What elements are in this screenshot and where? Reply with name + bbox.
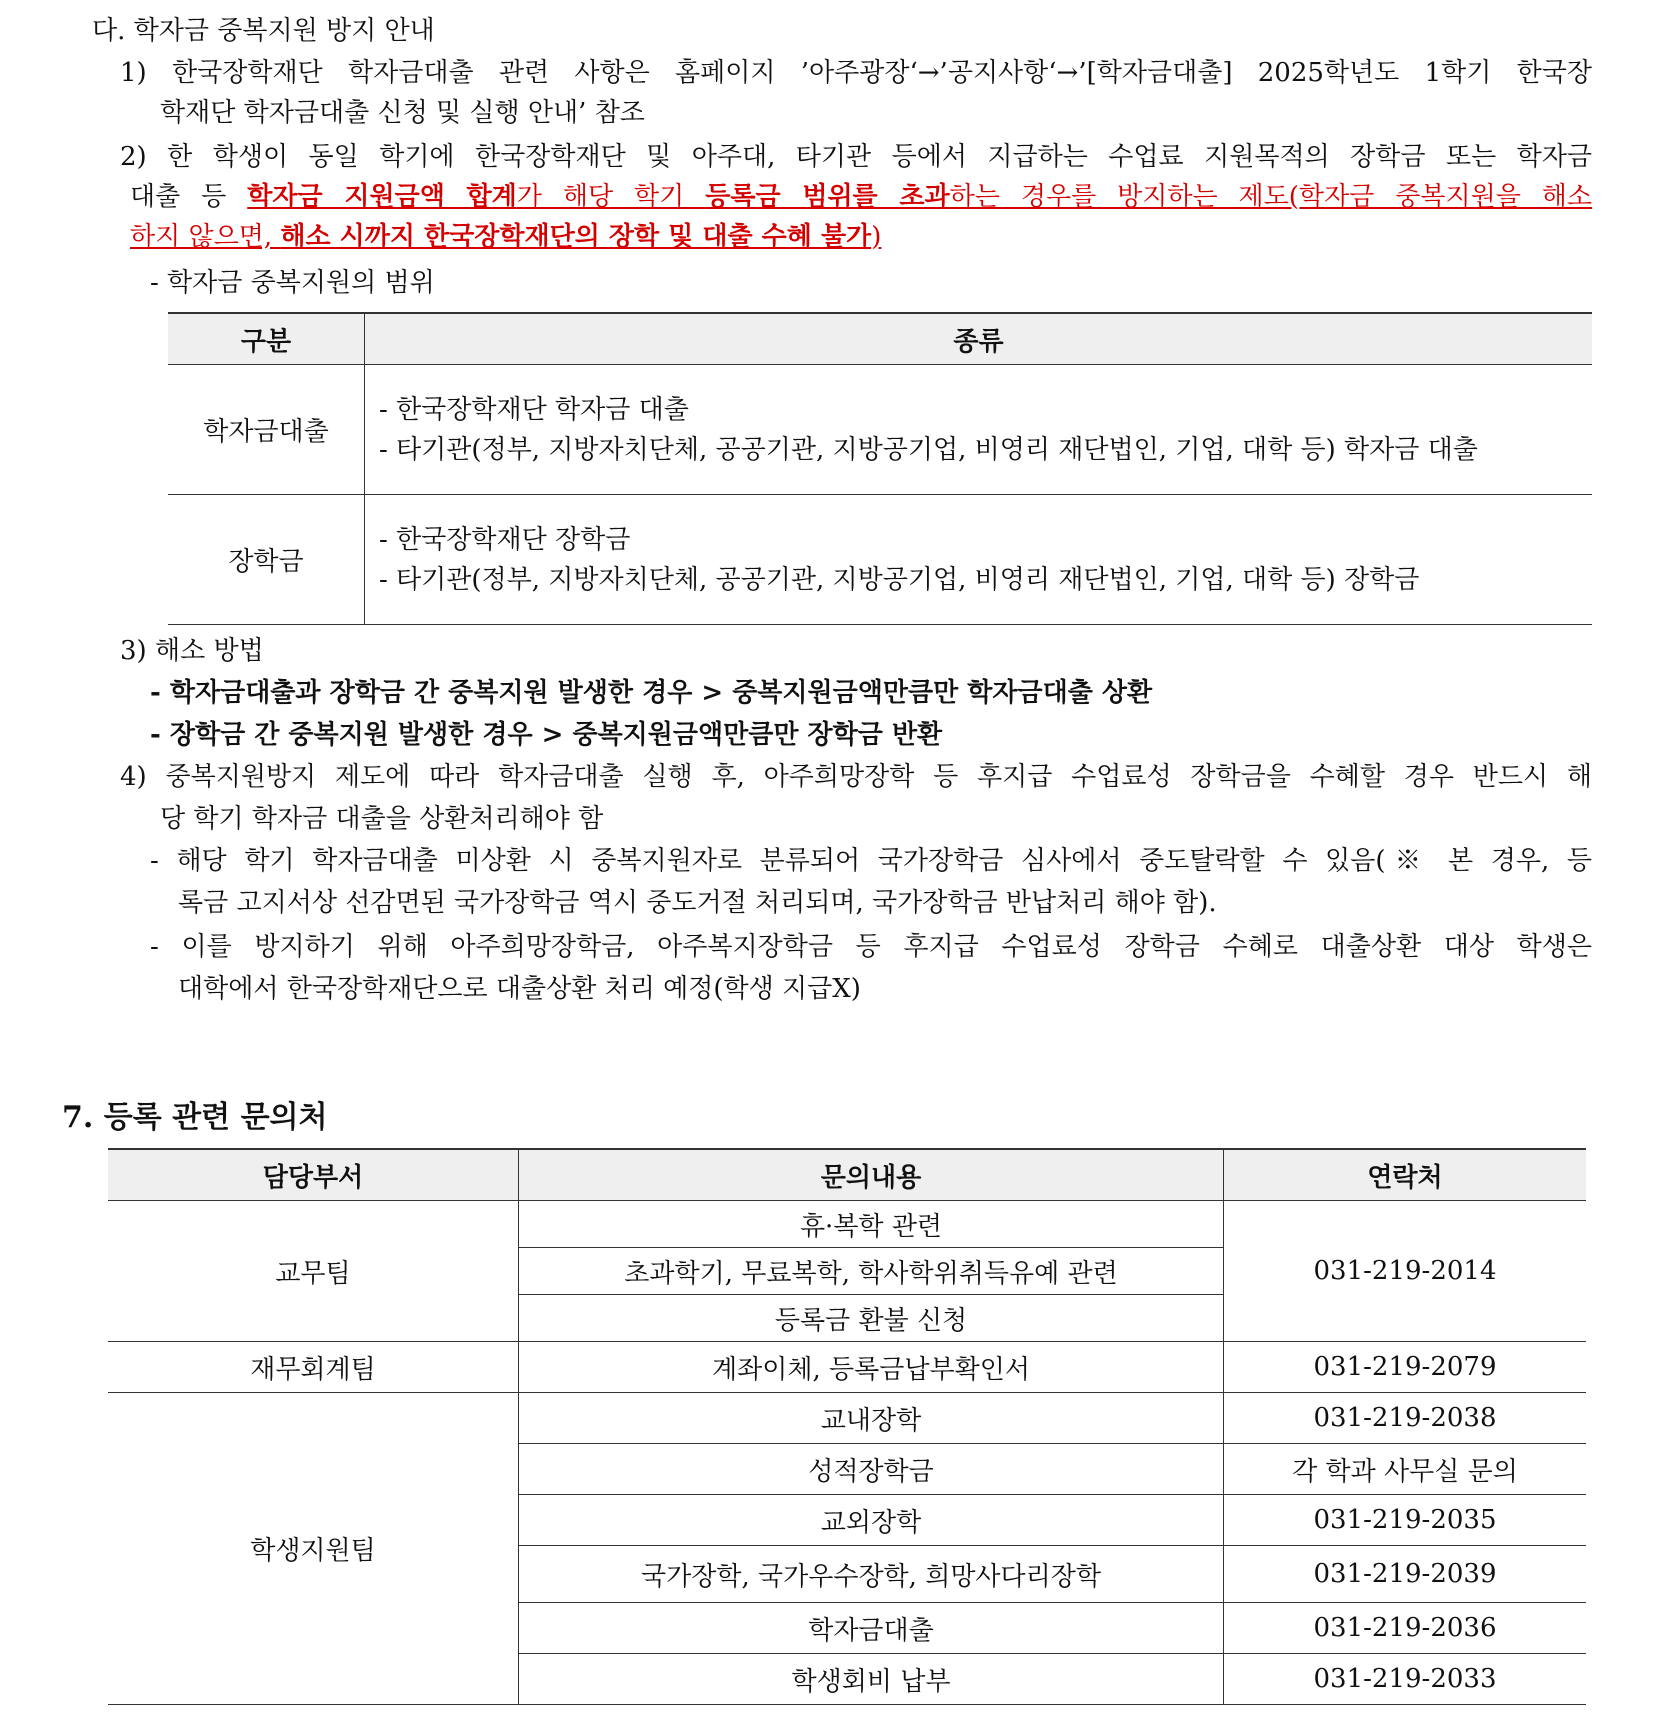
header-department: 담당부서 — [108, 1149, 519, 1201]
highlight-total-amount: 학자금 지원금액 합계 — [247, 182, 517, 212]
contact-cell: 031-219-2036 — [1224, 1603, 1587, 1654]
table-row — [108, 1342, 1586, 1393]
item2-line1: 2) 한 학생이 동일 학기에 한국장학재단 및 아주대, 타기관 등에서 지급하는 수업료 지원목적의 장학금 또는 학자금 — [120, 142, 1592, 172]
item1-line1: 1) 한국장학재단 학자금대출 관련 사항은 홈페이지 ’아주광장‘→’공지사항‘→’[학자금대출] 2025학년도 1학기 한국장 — [120, 58, 1592, 88]
list-item: - 한국장학재단 학자금 대출 — [379, 394, 689, 425]
item2-line2-a: 대출 등 — [130, 182, 248, 212]
item3-title: 3) 해소 방법 — [120, 636, 264, 666]
inquiry-cell: 교내장학 — [519, 1393, 1224, 1444]
duplicate-support-range-table — [168, 312, 1592, 625]
inquiry-cell: 등록금 환불 신청 — [519, 1295, 1224, 1342]
contact-table — [108, 1148, 1586, 1705]
dept-academic: 교무팀 — [108, 1201, 519, 1342]
contact-cell: 031-219-2033 — [1224, 1654, 1587, 1705]
inquiry-cell: 성적장학금 — [519, 1444, 1224, 1495]
inquiry-cell: 계좌이체, 등록금납부확인서 — [519, 1342, 1224, 1393]
inquiry-cell: 학생회비 납부 — [519, 1654, 1224, 1705]
item4-bullet2-line1: - 이를 방지하기 위해 아주희망장학금, 아주복지장학금 등 후지급 수업료성 장학금 수혜로 대출상환 대상 학생은 — [150, 932, 1592, 962]
contact-academic: 031-219-2014 — [1224, 1201, 1587, 1342]
section-heading: 다. 학자금 중복지원 방지 안내 — [92, 16, 435, 46]
row-items-loan — [365, 365, 1593, 495]
table-header-type: 종류 — [365, 313, 1593, 365]
inquiry-cell: 국가장학, 국가우수장학, 희망사다리장학 — [519, 1546, 1224, 1603]
item2-line2-c: 가 해당 학기 — [516, 182, 706, 212]
row-category-scholarship: 장학금 — [168, 495, 365, 625]
item4-line1: 4) 중복지원방지 제도에 따라 학자금대출 실행 후, 아주희망장학 등 후지급 수업료성 장학금을 수혜할 경우 반드시 해 — [120, 762, 1592, 792]
table-row — [168, 365, 1592, 495]
inquiry-cell: 교외장학 — [519, 1495, 1224, 1546]
item3-bullet2: - 장학금 간 중복지원 발생한 경우 > 중복지원금액만큼만 장학금 반환 — [150, 720, 943, 750]
table-row — [168, 495, 1592, 625]
section7-title: 7. 등록 관련 문의처 — [62, 1100, 328, 1135]
header-inquiry: 문의내용 — [519, 1149, 1224, 1201]
item1-line2: 학재단 학자금대출 신청 및 실행 안내’ 참조 — [160, 98, 645, 128]
dept-student-support: 학생지원팀 — [108, 1393, 519, 1705]
inquiry-cell: 휴·복학 관련 — [519, 1201, 1224, 1248]
dept-finance: 재무회계팀 — [108, 1342, 519, 1393]
item4-bullet2-line2: 대학에서 한국장학재단으로 대출상환 처리 예정(학생 지급X) — [178, 974, 861, 1004]
list-item: - 타기관(정부, 지방자치단체, 공공기관, 지방공기업, 비영리 재단법인, 기업, 대학 등) 학자금 대출 — [379, 434, 1478, 465]
range-label: - 학자금 중복지원의 범위 — [150, 268, 435, 298]
item2-line3-c: ) — [871, 222, 882, 252]
inquiry-cell: 학자금대출 — [519, 1603, 1224, 1654]
highlight-tuition-exceed: 등록금 범위를 초과 — [705, 182, 950, 212]
contact-cell: 031-219-2039 — [1224, 1546, 1587, 1603]
item4-bullet1-line1: - 해당 학기 학자금대출 미상환 시 중복지원자로 분류되어 국가장학금 심사에서 중도탈락할 수 있음(※ 본 경우, 등 — [150, 846, 1592, 876]
list-item: - 한국장학재단 장학금 — [379, 524, 631, 555]
item2-line3 — [130, 216, 881, 258]
header-contact: 연락처 — [1224, 1149, 1587, 1201]
row-items-scholarship — [365, 495, 1593, 625]
contact-finance: 031-219-2079 — [1224, 1342, 1587, 1393]
contact-cell: 각 학과 사무실 문의 — [1224, 1444, 1587, 1495]
list-item: - 타기관(정부, 지방자치단체, 공공기관, 지방공기업, 비영리 재단법인, 기업, 대학 등) 장학금 — [379, 564, 1420, 595]
contact-cell: 031-219-2038 — [1224, 1393, 1587, 1444]
contact-cell: 031-219-2035 — [1224, 1495, 1587, 1546]
item2-line2-e: 하는 경우를 방지하는 제도(학자금 중복지원을 해소 — [949, 182, 1592, 212]
highlight-ineligible: 해소 시까지 한국장학재단의 장학 및 대출 수혜 불가 — [280, 222, 872, 252]
item3-bullet1: - 학자금대출과 장학금 간 중복지원 발생한 경우 > 중복지원금액만큼만 학자금대출 상환 — [150, 678, 1153, 708]
item4-line2: 당 학기 학자금 대출을 상환처리해야 함 — [160, 804, 604, 834]
inquiry-cell: 초과학기, 무료복학, 학사학위취득유예 관련 — [519, 1248, 1224, 1295]
row-category-loan: 학자금대출 — [168, 365, 365, 495]
item2-line3-a: 하지 않으면, — [130, 222, 281, 252]
item4-bullet1-line2: 록금 고지서상 선감면된 국가장학금 역시 중도거절 처리되며, 국가장학금 반납처리 해야 함). — [178, 888, 1217, 918]
table-row — [108, 1201, 1586, 1248]
table-header-category: 구분 — [168, 313, 365, 365]
table-row — [108, 1393, 1586, 1444]
item2-line2 — [130, 176, 1592, 218]
